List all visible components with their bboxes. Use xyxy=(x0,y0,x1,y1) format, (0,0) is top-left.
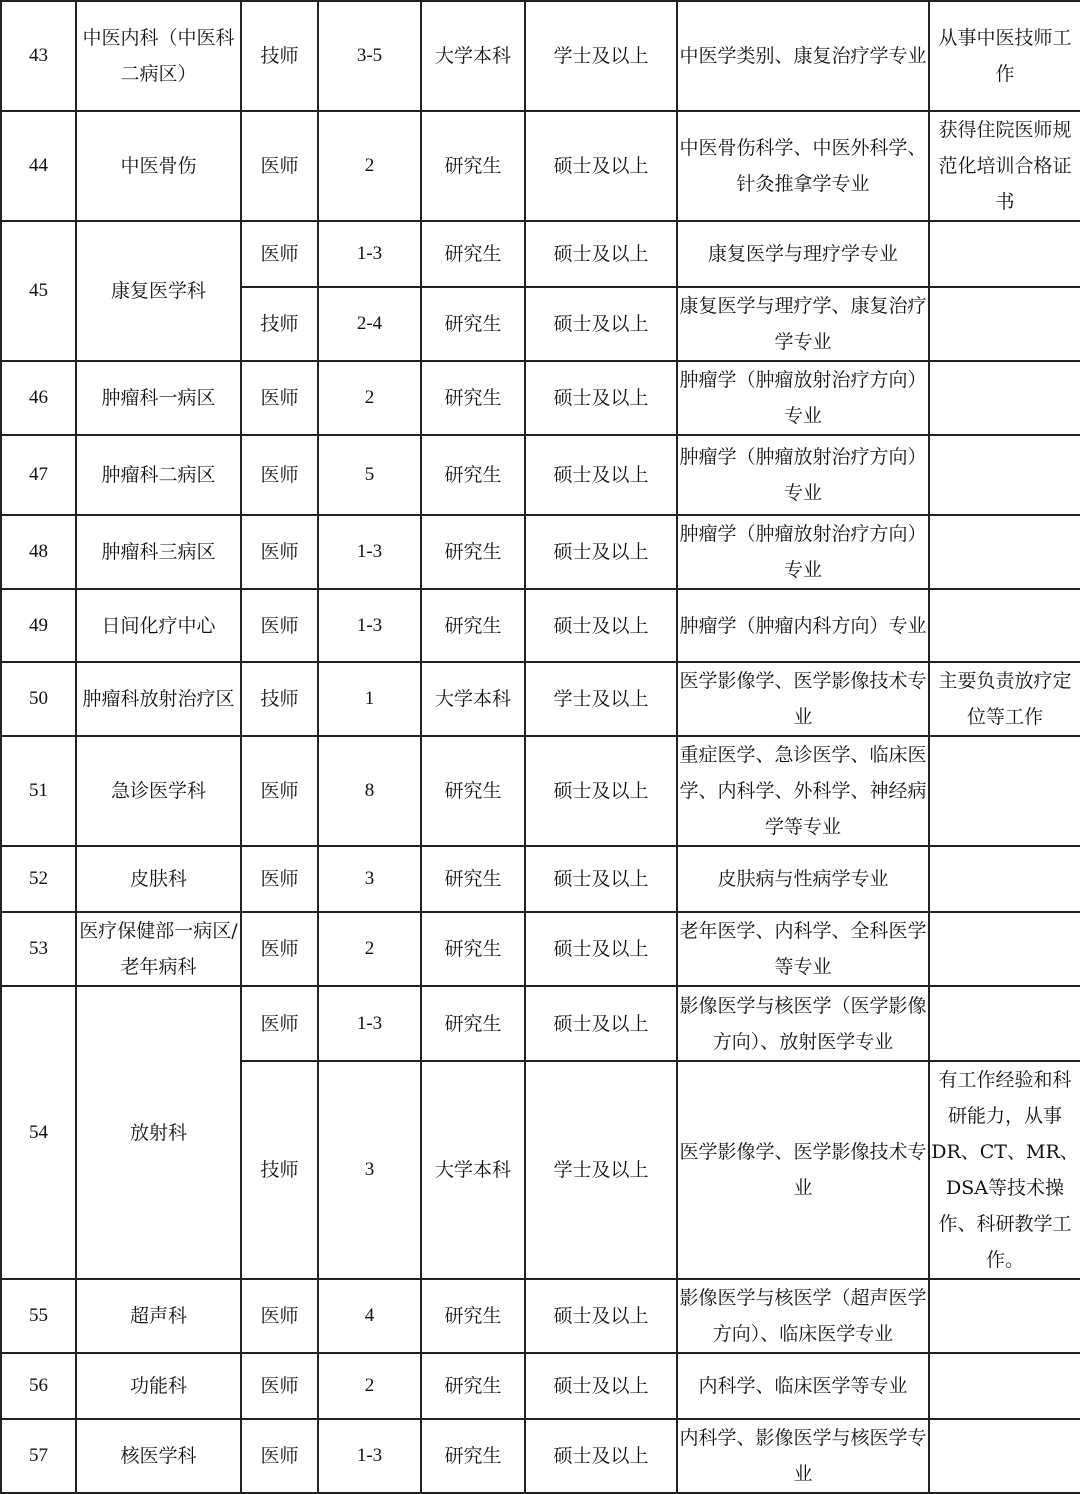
position-title: 技师 xyxy=(241,287,318,361)
department: 皮肤科 xyxy=(76,846,241,912)
position-title: 医师 xyxy=(241,221,318,287)
row-number: 46 xyxy=(1,361,76,435)
department: 医疗保健部一病区/老年病科 xyxy=(76,912,241,986)
education: 研究生 xyxy=(421,221,525,287)
position-title: 技师 xyxy=(241,1061,318,1279)
position-title: 医师 xyxy=(241,589,318,662)
education: 研究生 xyxy=(421,986,525,1061)
table-row xyxy=(1,662,1080,736)
row-number: 52 xyxy=(1,846,76,912)
degree: 学士及以上 xyxy=(525,662,677,736)
major: 肿瘤学（肿瘤放射治疗方向）专业 xyxy=(677,435,929,515)
headcount: 5 xyxy=(318,435,421,515)
degree: 硕士及以上 xyxy=(525,1353,677,1419)
degree: 硕士及以上 xyxy=(525,736,677,846)
note xyxy=(929,846,1080,912)
degree: 学士及以上 xyxy=(525,1,677,111)
note xyxy=(929,912,1080,986)
major: 重症医学、急诊医学、临床医学、内科学、外科学、神经病学等专业 xyxy=(677,736,929,846)
headcount: 2-4 xyxy=(318,287,421,361)
table-row xyxy=(1,221,1080,287)
headcount: 1-3 xyxy=(318,221,421,287)
degree: 硕士及以上 xyxy=(525,111,677,221)
education: 研究生 xyxy=(421,361,525,435)
department: 放射科 xyxy=(76,986,241,1279)
note xyxy=(929,1419,1080,1493)
position-title: 医师 xyxy=(241,912,318,986)
row-number: 55 xyxy=(1,1279,76,1353)
row-number: 56 xyxy=(1,1353,76,1419)
note xyxy=(929,515,1080,589)
position-title: 技师 xyxy=(241,662,318,736)
headcount: 2 xyxy=(318,361,421,435)
department: 肿瘤科三病区 xyxy=(76,515,241,589)
row-number: 44 xyxy=(1,111,76,221)
note: 主要负责放疗定位等工作 xyxy=(929,662,1080,736)
degree: 硕士及以上 xyxy=(525,361,677,435)
major: 康复医学与理疗学专业 xyxy=(677,221,929,287)
degree: 硕士及以上 xyxy=(525,1419,677,1493)
degree: 硕士及以上 xyxy=(525,986,677,1061)
major: 内科学、影像医学与核医学专业 xyxy=(677,1419,929,1493)
headcount: 1-3 xyxy=(318,515,421,589)
table-row xyxy=(1,1353,1080,1419)
note: 从事中医技师工作 xyxy=(929,1,1080,111)
position-title: 技师 xyxy=(241,1,318,111)
education: 研究生 xyxy=(421,589,525,662)
education: 研究生 xyxy=(421,1353,525,1419)
table-row xyxy=(1,846,1080,912)
major: 影像医学与核医学（医学影像方向）、放射医学专业 xyxy=(677,986,929,1061)
headcount: 8 xyxy=(318,736,421,846)
table-row xyxy=(1,986,1080,1061)
department: 急诊医学科 xyxy=(76,736,241,846)
headcount: 3-5 xyxy=(318,1,421,111)
headcount: 1 xyxy=(318,662,421,736)
major: 中医学类别、康复治疗学专业 xyxy=(677,1,929,111)
education: 研究生 xyxy=(421,846,525,912)
table-row xyxy=(1,1419,1080,1493)
education: 研究生 xyxy=(421,1419,525,1493)
degree: 硕士及以上 xyxy=(525,287,677,361)
row-number: 47 xyxy=(1,435,76,515)
department: 康复医学科 xyxy=(76,221,241,361)
table-row xyxy=(1,589,1080,662)
table-row xyxy=(1,361,1080,435)
headcount: 4 xyxy=(318,1279,421,1353)
headcount: 2 xyxy=(318,1353,421,1419)
table-row xyxy=(1,736,1080,846)
headcount: 1-3 xyxy=(318,589,421,662)
note: 获得住院医师规范化培训合格证书 xyxy=(929,111,1080,221)
note xyxy=(929,986,1080,1061)
row-number: 54 xyxy=(1,986,76,1279)
major: 老年医学、内科学、全科医学等专业 xyxy=(677,912,929,986)
education: 研究生 xyxy=(421,515,525,589)
headcount: 1-3 xyxy=(318,986,421,1061)
degree: 硕士及以上 xyxy=(525,912,677,986)
department: 中医骨伤 xyxy=(76,111,241,221)
row-number: 53 xyxy=(1,912,76,986)
table-row xyxy=(1,111,1080,221)
education: 研究生 xyxy=(421,287,525,361)
degree: 硕士及以上 xyxy=(525,435,677,515)
note xyxy=(929,1279,1080,1353)
table-row xyxy=(1,435,1080,515)
major: 医学影像学、医学影像技术专业 xyxy=(677,1061,929,1279)
major: 肿瘤学（肿瘤放射治疗方向）专业 xyxy=(677,361,929,435)
degree: 学士及以上 xyxy=(525,1061,677,1279)
major: 肿瘤学（肿瘤放射治疗方向）专业 xyxy=(677,515,929,589)
note: 有工作经验和科研能力，从事DR、CT、MR、DSA等技术操作、科研教学工作。 xyxy=(929,1061,1080,1279)
position-title: 医师 xyxy=(241,846,318,912)
position-title: 医师 xyxy=(241,1279,318,1353)
department: 中医内科（中医科二病区） xyxy=(76,1,241,111)
degree: 硕士及以上 xyxy=(525,846,677,912)
department: 超声科 xyxy=(76,1279,241,1353)
row-number: 45 xyxy=(1,221,76,361)
note xyxy=(929,736,1080,846)
education: 研究生 xyxy=(421,1279,525,1353)
degree: 硕士及以上 xyxy=(525,515,677,589)
headcount: 3 xyxy=(318,1061,421,1279)
row-number: 48 xyxy=(1,515,76,589)
department: 肿瘤科二病区 xyxy=(76,435,241,515)
position-title: 医师 xyxy=(241,435,318,515)
education: 研究生 xyxy=(421,912,525,986)
headcount: 3 xyxy=(318,846,421,912)
education: 大学本科 xyxy=(421,1,525,111)
position-title: 医师 xyxy=(241,736,318,846)
row-number: 43 xyxy=(1,1,76,111)
position-title: 医师 xyxy=(241,515,318,589)
row-number: 57 xyxy=(1,1419,76,1493)
headcount: 1-3 xyxy=(318,1419,421,1493)
major: 皮肤病与性病学专业 xyxy=(677,846,929,912)
major: 肿瘤学（肿瘤内科方向）专业 xyxy=(677,589,929,662)
table-row xyxy=(1,1,1080,111)
department: 核医学科 xyxy=(76,1419,241,1493)
major: 内科学、临床医学等专业 xyxy=(677,1353,929,1419)
position-title: 医师 xyxy=(241,986,318,1061)
major: 影像医学与核医学（超声医学方向）、临床医学专业 xyxy=(677,1279,929,1353)
position-title: 医师 xyxy=(241,111,318,221)
position-title: 医师 xyxy=(241,1353,318,1419)
education: 研究生 xyxy=(421,111,525,221)
headcount: 2 xyxy=(318,912,421,986)
note xyxy=(929,589,1080,662)
department: 肿瘤科一病区 xyxy=(76,361,241,435)
table-row xyxy=(1,912,1080,986)
note xyxy=(929,1353,1080,1419)
department: 功能科 xyxy=(76,1353,241,1419)
degree: 硕士及以上 xyxy=(525,1279,677,1353)
note xyxy=(929,221,1080,287)
position-title: 医师 xyxy=(241,1419,318,1493)
education: 大学本科 xyxy=(421,1061,525,1279)
row-number: 50 xyxy=(1,662,76,736)
education: 研究生 xyxy=(421,435,525,515)
note xyxy=(929,435,1080,515)
headcount: 2 xyxy=(318,111,421,221)
major: 中医骨伤科学、中医外科学、针灸推拿学专业 xyxy=(677,111,929,221)
note xyxy=(929,361,1080,435)
department: 肿瘤科放射治疗区 xyxy=(76,662,241,736)
table-row xyxy=(1,515,1080,589)
education: 研究生 xyxy=(421,736,525,846)
degree: 硕士及以上 xyxy=(525,589,677,662)
note xyxy=(929,287,1080,361)
row-number: 49 xyxy=(1,589,76,662)
education: 大学本科 xyxy=(421,662,525,736)
major: 医学影像学、医学影像技术专业 xyxy=(677,662,929,736)
major: 康复医学与理疗学、康复治疗学专业 xyxy=(677,287,929,361)
degree: 硕士及以上 xyxy=(525,221,677,287)
position-title: 医师 xyxy=(241,361,318,435)
department: 日间化疗中心 xyxy=(76,589,241,662)
row-number: 51 xyxy=(1,736,76,846)
table-row xyxy=(1,1279,1080,1353)
